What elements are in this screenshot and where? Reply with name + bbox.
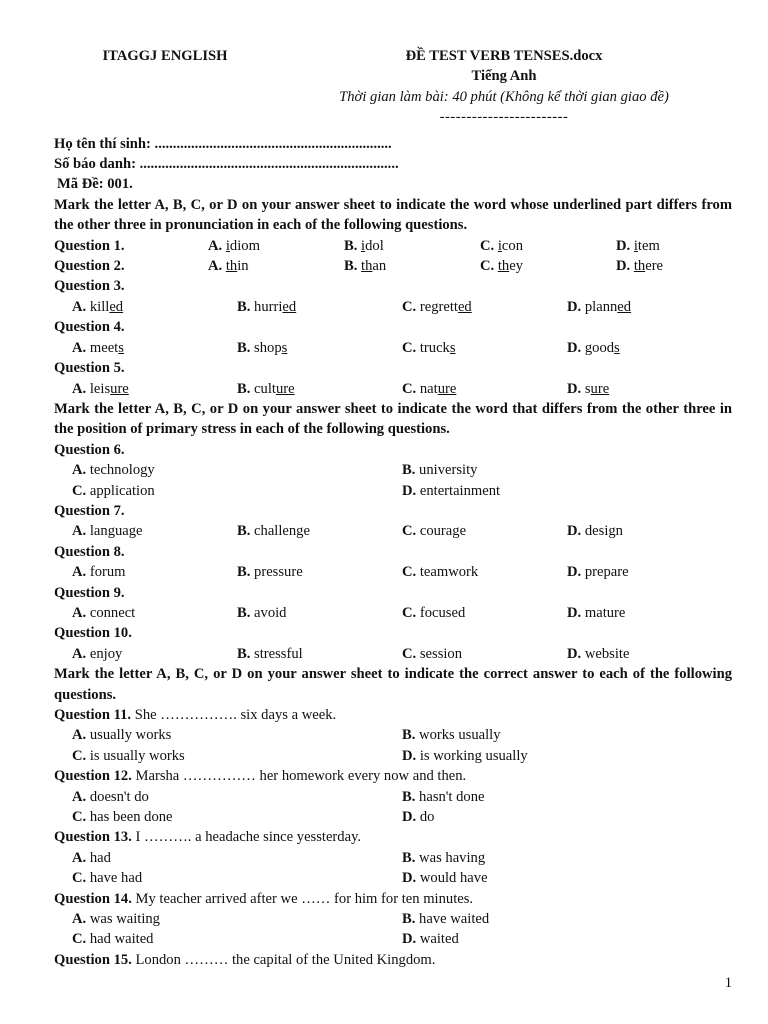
question-6-label: Question 6. bbox=[54, 441, 125, 458]
question-7-options bbox=[54, 521, 732, 541]
option-d[interactable]: D. mature bbox=[567, 604, 626, 621]
option-c[interactable]: C. application bbox=[72, 482, 155, 499]
option-a[interactable]: A. had bbox=[72, 849, 111, 866]
option-d[interactable]: D. goods bbox=[567, 339, 620, 356]
option-a[interactable]: A. language bbox=[72, 523, 143, 540]
option-a[interactable]: A. killed bbox=[72, 298, 124, 315]
instruction-stress: Mark the letter A, B, C, or D on your answer sheet to indicate the word that differs from the other three in the position of primary stress in each of the following questions. bbox=[54, 400, 732, 438]
option-b[interactable]: B. have waited bbox=[402, 911, 490, 928]
option-c[interactable]: C. have had bbox=[72, 870, 143, 887]
question-label: Question 1. bbox=[54, 237, 125, 254]
question-11-stem: Question 11. She ……………. six days a week. bbox=[54, 707, 337, 723]
option-d[interactable]: D. do bbox=[402, 809, 435, 826]
option-d[interactable]: D. waited bbox=[402, 931, 459, 948]
question-10-label: Question 10. bbox=[54, 625, 132, 642]
exam-code: Mã Đề: 001. bbox=[57, 176, 133, 193]
option-d[interactable]: D. website bbox=[567, 645, 630, 662]
question-12-stem: Question 12. Marsha …………… her homework every now and then. bbox=[54, 768, 467, 785]
subject-name: Tiếng Anh bbox=[471, 68, 537, 85]
question-11-options-cd bbox=[54, 746, 732, 766]
option-b[interactable]: B. shops bbox=[237, 339, 288, 356]
option-d[interactable]: D. prepare bbox=[567, 564, 629, 581]
option-c[interactable]: C. session bbox=[402, 645, 463, 662]
question-5-label: Question 5. bbox=[54, 360, 125, 377]
instruction-pronunciation: Mark the letter A, B, C, or D on your answer sheet to indicate the word whose underlined part differs from the other three in pronunciation in each of the following questions. bbox=[54, 196, 732, 234]
instruction-correct-answer: Mark the letter A, B, C, or D on your answer sheet to indicate the correct answer to each of the following questions. bbox=[54, 666, 732, 703]
question-12-options-ab bbox=[54, 787, 732, 807]
header-separator: ------------------------ bbox=[439, 109, 569, 126]
option-c[interactable]: C. trucks bbox=[402, 339, 456, 356]
option-b[interactable]: B. idol bbox=[344, 237, 384, 254]
option-d[interactable]: D. there bbox=[616, 258, 664, 275]
student-name-line: Họ tên thí sinh: ................................................................. bbox=[54, 135, 392, 152]
option-d[interactable]: D. is working usually bbox=[402, 747, 528, 764]
question-3-options bbox=[54, 297, 732, 317]
question-13-stem: Question 13. I ………. a headache since yessterday. bbox=[54, 829, 362, 846]
option-b[interactable]: B. hurried bbox=[237, 298, 297, 315]
page-number: 1 bbox=[724, 975, 732, 991]
option-d[interactable]: D. would have bbox=[402, 870, 488, 887]
organization-name: ITAGGJ ENGLISH bbox=[102, 48, 228, 64]
question-1 bbox=[54, 236, 732, 256]
option-b[interactable]: B. hasn't done bbox=[402, 788, 485, 805]
option-a[interactable]: A. technology bbox=[72, 462, 155, 479]
question-3-label: Question 3. bbox=[54, 278, 125, 295]
option-d[interactable]: D. planned bbox=[567, 298, 632, 315]
exam-page bbox=[54, 46, 732, 970]
option-c[interactable]: C. icon bbox=[480, 237, 523, 254]
question-14-stem: Question 14. My teacher arrived after we …… for him for ten minutes. bbox=[54, 890, 474, 907]
option-b[interactable]: B. culture bbox=[237, 380, 295, 397]
option-a[interactable]: A. doesn't do bbox=[72, 788, 149, 805]
question-5-options bbox=[54, 379, 732, 399]
option-b[interactable]: B. was having bbox=[402, 849, 486, 866]
question-4-label: Question 4. bbox=[54, 319, 125, 336]
option-a[interactable]: A. connect bbox=[72, 604, 136, 621]
question-7-label: Question 7. bbox=[54, 502, 125, 519]
time-allowed: Thời gian làm bài: 40 phút (Không kể thời gian giao đề) bbox=[339, 88, 669, 105]
question-4-options bbox=[54, 338, 732, 358]
option-d[interactable]: D. sure bbox=[567, 380, 610, 397]
option-a[interactable]: A. meets bbox=[72, 339, 124, 356]
document-title: ĐỀ TEST VERB TENSES.docx bbox=[405, 48, 603, 64]
option-c[interactable]: C. they bbox=[480, 258, 523, 275]
option-c[interactable]: C. is usually works bbox=[72, 747, 185, 764]
question-9-label: Question 9. bbox=[54, 584, 125, 601]
question-9-options bbox=[54, 603, 732, 623]
question-14-options-ab bbox=[54, 909, 732, 929]
document-header bbox=[54, 46, 732, 128]
question-6-options-ab bbox=[54, 460, 732, 480]
option-b[interactable]: B. challenge bbox=[237, 523, 310, 540]
question-13-options-ab bbox=[54, 848, 732, 868]
option-a[interactable]: A. leisure bbox=[72, 380, 129, 397]
option-b[interactable]: B. avoid bbox=[237, 604, 287, 621]
option-a[interactable]: A. usually works bbox=[72, 727, 172, 744]
question-10-options bbox=[54, 644, 732, 664]
question-2 bbox=[54, 256, 732, 276]
question-13-options-cd bbox=[54, 868, 732, 888]
option-b[interactable]: B. than bbox=[344, 258, 387, 275]
question-11-options-ab bbox=[54, 725, 732, 745]
option-a[interactable]: A. enjoy bbox=[72, 645, 123, 662]
option-c[interactable]: C. has been done bbox=[72, 809, 173, 826]
option-c[interactable]: C. nature bbox=[402, 380, 457, 397]
option-b[interactable]: B. works usually bbox=[402, 727, 501, 744]
option-a[interactable]: A. forum bbox=[72, 564, 126, 581]
student-id-line: Số báo danh: ....................................................................... bbox=[54, 156, 399, 173]
option-c[interactable]: C. focused bbox=[402, 604, 466, 621]
option-d[interactable]: D. item bbox=[616, 237, 660, 254]
question-15-stem: Question 15. London ……… the capital of the United Kingdom. bbox=[54, 951, 436, 968]
option-a[interactable]: A. idiom bbox=[208, 237, 260, 254]
option-b[interactable]: B. pressure bbox=[237, 564, 303, 581]
question-8-options bbox=[54, 562, 732, 582]
option-d[interactable]: D. entertainment bbox=[402, 482, 501, 499]
option-c[interactable]: C. teamwork bbox=[402, 564, 479, 581]
option-c[interactable]: C. had waited bbox=[72, 931, 154, 948]
question-12-options-cd bbox=[54, 807, 732, 827]
option-a[interactable]: A. thin bbox=[208, 258, 249, 275]
option-d[interactable]: D. design bbox=[567, 523, 623, 540]
question-8-label: Question 8. bbox=[54, 543, 125, 560]
question-6-options-cd bbox=[54, 481, 732, 501]
question-14-options-cd bbox=[54, 929, 732, 949]
option-b[interactable]: B. stressful bbox=[237, 645, 303, 662]
option-a[interactable]: A. was waiting bbox=[72, 911, 160, 928]
option-b[interactable]: B. university bbox=[402, 462, 478, 479]
option-c[interactable]: C. courage bbox=[402, 523, 467, 540]
option-c[interactable]: C. regretted bbox=[402, 298, 472, 315]
question-label: Question 2. bbox=[54, 258, 125, 275]
